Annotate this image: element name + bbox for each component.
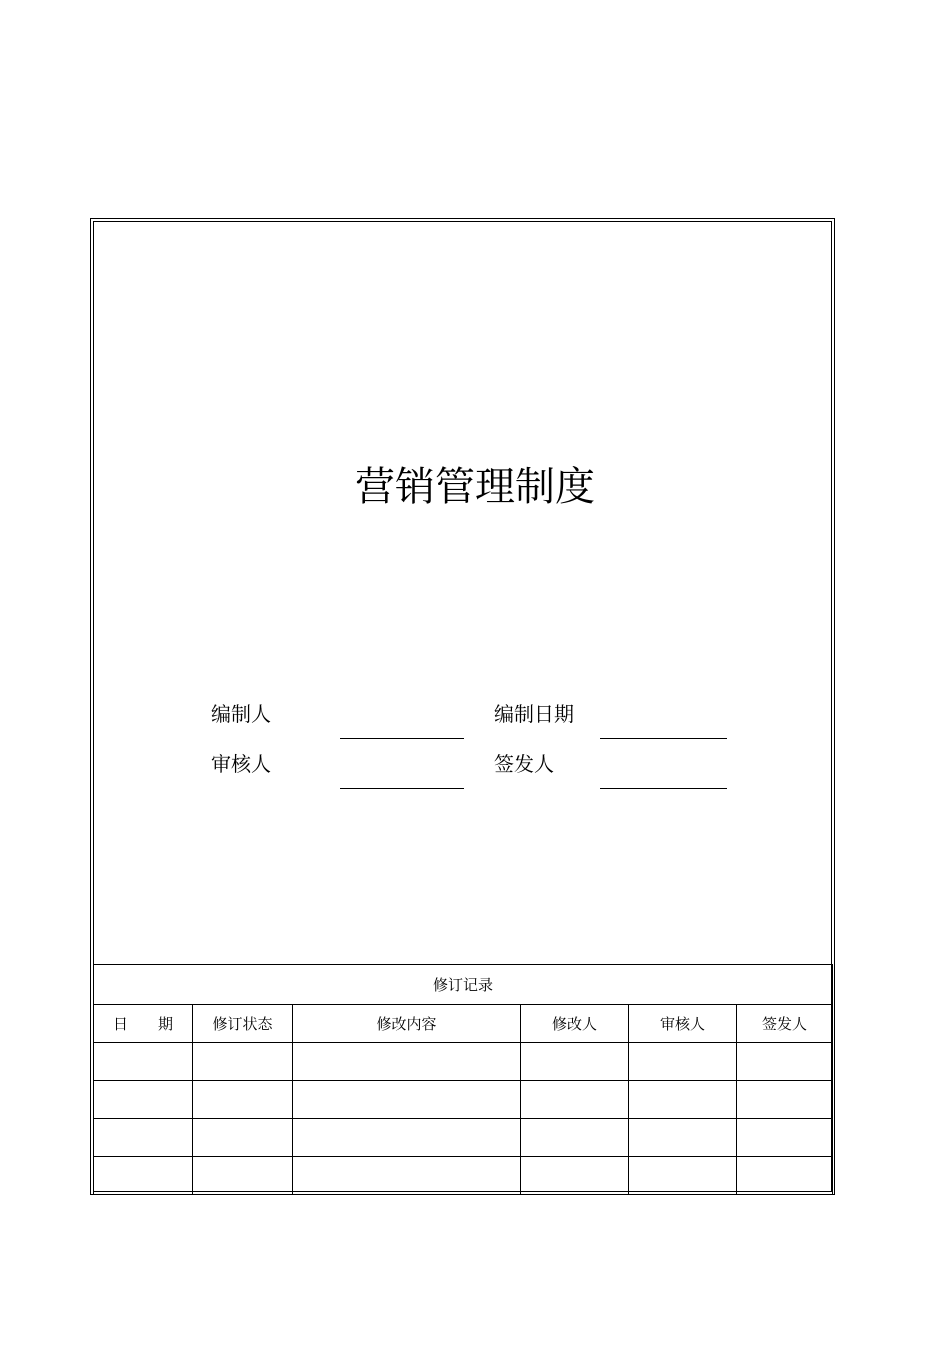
compile-date-line (600, 738, 727, 739)
document-title: 营销管理制度 (355, 464, 595, 510)
compiler-signature-line (340, 738, 464, 739)
column-header-revision-status: 修订状态 (193, 1005, 293, 1043)
column-header-issuer: 签发人 (737, 1005, 833, 1043)
table-cell (193, 1157, 293, 1195)
column-header-modifier: 修改人 (521, 1005, 629, 1043)
column-header-revision-content: 修改内容 (293, 1005, 521, 1043)
table-cell (629, 1043, 737, 1081)
reviewer-signature-line (340, 788, 464, 789)
table-row (94, 1081, 833, 1119)
table-cell (737, 1081, 833, 1119)
table-cell (737, 1157, 833, 1195)
table-cell (94, 1119, 193, 1157)
table-cell (94, 1081, 193, 1119)
table-cell (293, 1081, 521, 1119)
column-header-date: 日 期 (94, 1005, 193, 1043)
table-row (94, 1119, 833, 1157)
table-cell (737, 1043, 833, 1081)
table-row (94, 1043, 833, 1081)
table-cell (521, 1119, 629, 1157)
table-cell (629, 1157, 737, 1195)
issuer-signature-line (600, 788, 727, 789)
revision-record-table (93, 964, 833, 1195)
table-cell (737, 1119, 833, 1157)
table-cell (193, 1119, 293, 1157)
table-cell (193, 1081, 293, 1119)
reviewer-label: 审核人 (211, 752, 271, 776)
issuer-label: 签发人 (494, 752, 554, 776)
compile-date-label: 编制日期 (494, 702, 574, 726)
table-cell (521, 1157, 629, 1195)
table-cell (94, 1043, 193, 1081)
table-cell (521, 1043, 629, 1081)
table-cell (521, 1081, 629, 1119)
table-cell (293, 1157, 521, 1195)
table-row (94, 1157, 833, 1195)
table-cell (94, 1157, 193, 1195)
revision-record-caption: 修订记录 (94, 965, 833, 1005)
table-cell (629, 1081, 737, 1119)
table-cell (193, 1043, 293, 1081)
table-cell (293, 1119, 521, 1157)
column-header-reviewer: 审核人 (629, 1005, 737, 1043)
table-cell (629, 1119, 737, 1157)
compiler-label: 编制人 (211, 702, 271, 726)
table-cell (293, 1043, 521, 1081)
